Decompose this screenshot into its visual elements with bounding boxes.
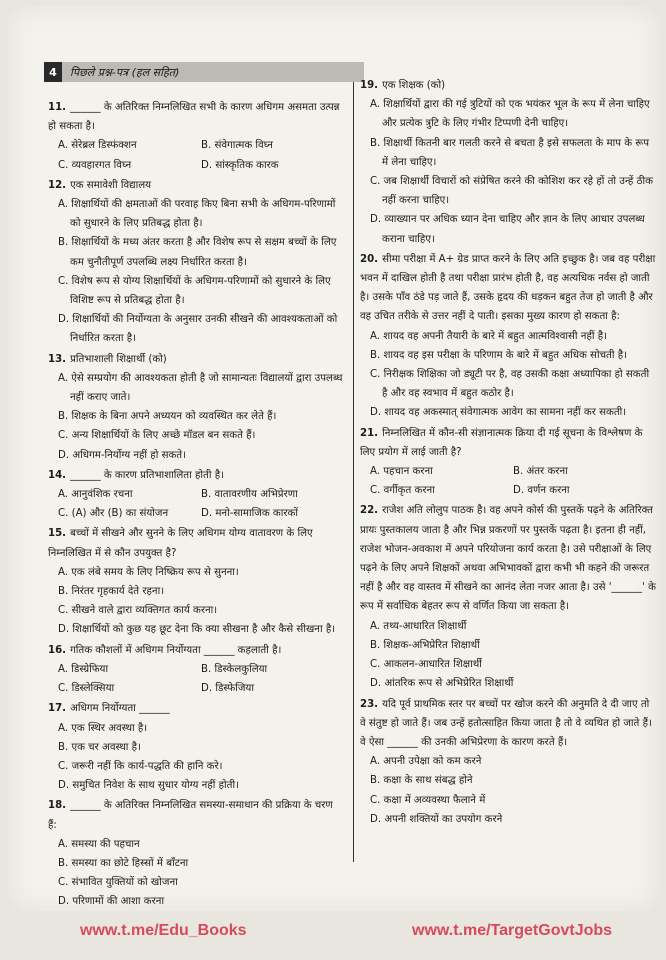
answer-option: D. परिणामों की आशा करना <box>58 896 165 908</box>
question <box>48 350 344 465</box>
question-stem: निम्नलिखित में कौन-सी संज्ञानात्मक क्रिया दी गई सूचना के विश्लेषण के लिए प्रयोग में लाई जाती है? <box>360 427 643 458</box>
question <box>48 641 344 699</box>
answer-option: C. व्यवहारगत विघ्न <box>58 159 132 171</box>
question-text <box>48 98 344 136</box>
question-text <box>48 641 344 660</box>
question-stem: बच्चों में सीखने और सुनने के लिए अधिगम योग्य वातावरण के लिए निम्नलिखित में से कौन उपयुक्त है? <box>48 528 313 559</box>
question-number: 14. <box>48 469 67 481</box>
question <box>48 466 344 524</box>
answer-option: A. ऐसे सम्प्रयोग की आवश्यकता होती है जो सामान्यतः विद्यालयों द्वारा उपलब्ध नहीं कराए जाते। <box>58 372 343 404</box>
answer-option: A. शिक्षार्थियों द्वारा की गई त्रुटियों को एक भयंकर भूल के रूप में लेना चाहिए और प्रत्येक त्रुटि के लिए गंभीर टिप्पणी देनी चाहिए। <box>370 99 650 130</box>
answer-option: D. शायद वह अकस्मात् संवेगात्मक आवेग का सामना नहीं कर सकती। <box>370 407 627 419</box>
answer-option: A. आनुवंशिक रचना <box>58 489 133 501</box>
question <box>360 250 656 423</box>
answer-option: D. वर्णन करना <box>513 485 570 497</box>
question <box>48 796 344 911</box>
answer-option: A. डिस्ग्रेफिया <box>58 663 109 675</box>
page-header <box>44 62 364 82</box>
question-stem: सीमा परीक्षा में A+ ग्रेड प्राप्त करने के लिए अति इच्छुक है। जब वह परीक्षा भवन में दाखिल होती है तथा परीक्षा प्रारंभ होती है, वह अत्यधिक नर्वस हो जाती है। उसके पाँव ठंडे पड़ जाते हैं, उसके हृदय की धड़कन बहुत तेज हो जाती है और वह उचित तरीके से उत्तर नहीं दे पाती। इसका मुख्य कारण हो सकता है: <box>360 253 656 323</box>
answer-option: B. एक चर अवस्था है। <box>58 741 141 753</box>
question-stem: ______ के अतिरिक्त निम्नलिखित समस्या-समाधान की प्रक्रिया के चरण हैं: <box>48 800 333 831</box>
answer-option: D. व्याख्यान पर अधिक ध्यान देना चाहिए और ज्ञान के लिए आधार उपलब्ध कराना चाहिए। <box>370 214 645 245</box>
question-number: 12. <box>48 179 67 191</box>
question-stem: यदि पूर्व प्राथमिक स्तर पर बच्चों पर खोज करने की अनुमति दे दी जाए तो वे संतुष्ट हो जाते हैं। जब उन्हें हतोत्साहित किया जाता है तो वे व्यथित हो जाते हैं। वे ऐसा ______ की उनकी अभिप्रेरणा के कारण करते हैं। <box>360 698 652 748</box>
question-text <box>48 796 344 834</box>
question-stem: गतिक कौशलों में अधिगम निर्योग्यता ______ कहलाती है। <box>70 644 282 656</box>
answer-option: D. शिक्षार्थियों की निर्योग्यता के अनुसार उनकी सीखने की आवश्यकताओं को निर्धारित करता है। <box>58 314 338 345</box>
answer-option: C. (A) और (B) का संयोजन <box>58 508 169 520</box>
question-number: 15. <box>48 528 67 540</box>
answer-option: D. मनो-सामाजिक कारकों <box>201 508 298 520</box>
answer-option: C. संभावित युक्तियों को खोजना <box>58 877 178 889</box>
options-grid <box>48 136 344 174</box>
question-text <box>48 350 344 369</box>
options-grid <box>48 660 344 698</box>
answer-option: C. विशेष रूप से योग्य शिक्षार्थियों के अधिगम-परिणामों को सुधारने के लिए विशिष्ट रूप से प्रतिबद्ध होता है। <box>58 275 331 307</box>
column-divider <box>353 82 354 862</box>
question-stem: एक समावेशी विद्यालय <box>70 179 152 191</box>
answer-option: D. समुचित निवेश के साथ सुधार योग्य नहीं होती। <box>58 780 239 792</box>
answer-option: D. आंतरिक रूप से अभिप्रेरित शिक्षार्थी <box>370 678 514 690</box>
question <box>48 524 344 639</box>
question-stem: ______ के अतिरिक्त निम्नलिखित सभी के कारण अधिगम असमता उत्पन्न हो सकता है। <box>48 102 340 133</box>
footer <box>0 918 666 948</box>
question-text <box>48 176 344 195</box>
answer-option: A. तथ्य-आधारित शिक्षार्थी <box>370 620 467 632</box>
answer-option: B. समस्या का छोटे हिस्सों में बाँटना <box>58 857 189 869</box>
question-stem: राजेश अति लोलुप पाठक है। वह अपने कोर्स की पुस्तकें पढ़ने के अतिरिक्त प्रायः पुस्तकालय जाता है और भिन्न प्रकरणों पर पुस्तकें पढ़ता है। इतना ही नहीं, राजेश भोजन-अवकाश में अपने परियोजना कार्य करता है। उसे परीक्षाओं के लिए पढ़ने के लिए अपने शिक्षकों अथवा अभिभावकों द्वारा कभी भी कहने की जरूरत नहीं है और वह वास्तव में सीखने का आनंद लेता नजर आता है। उसे '______' के रूप में सर्वाधिक बेहतर रूप से वर्णित किया जा सकता है। <box>360 505 656 613</box>
answer-option: C. निरीक्षक शिक्षिका जो ड्यूटी पर है, वह उसकी कक्षा अध्यापिका हो सकती है और वह स्वभाव में बहुत कठोर है। <box>370 369 650 400</box>
answer-option: B. कक्षा के साथ संबद्ध होने <box>370 775 473 787</box>
answer-option: A. शायद वह अपनी तैयारी के बारे में बहुत आत्मविश्वासी नहीं है। <box>370 330 607 342</box>
question-text <box>360 695 656 753</box>
question-stem: प्रतिभाशाली शिक्षार्थी (को) <box>70 353 167 365</box>
question <box>360 76 656 249</box>
question-number: 11. <box>48 102 67 113</box>
answer-option: C. जरूरी नहीं कि कार्य-पद्धति की हानि करे। <box>58 760 223 772</box>
answer-option: C. कक्षा में अव्यवस्था फैलाने में <box>370 794 486 806</box>
answer-option: D. सांस्कृतिक कारक <box>201 159 279 171</box>
answer-option: B. शिक्षार्थियों के मध्य अंतर करता है और विशेष रूप से सक्षम बच्चों के लिए कम चुनौतीपूर्ण उपलब्धि लक्ष्य निर्धारित करता है। <box>58 237 337 268</box>
answer-option: B. डिस्केलकुलिया <box>201 663 268 675</box>
question-number: 22. <box>360 505 379 517</box>
question-text <box>360 76 656 95</box>
question-number: 16. <box>48 644 67 656</box>
answer-option: A. शिक्षार्थियों की क्षमताओं की परवाह किए बिना सभी के अधिगम-परिणामों को सुधारने के लिए प्रतिबद्ध होता है। <box>58 199 336 230</box>
answer-option: C. अन्य शिक्षार्थियों के लिए अच्छे मॉडल बन सकते हैं। <box>58 430 256 442</box>
question-text <box>360 250 656 327</box>
question-text <box>360 424 656 462</box>
answer-option: D. शिक्षार्थियों को कुछ यह छूट देना कि क्या सीखना है और कैसे सीखना है। <box>58 624 336 636</box>
answer-option: C. डिस्लेक्सिया <box>58 683 115 695</box>
question <box>360 501 656 693</box>
question <box>48 98 344 175</box>
options-grid <box>48 485 344 523</box>
header-title: पिछले प्रश्न-पत्र (हल सहित) <box>70 65 180 79</box>
question-number: 21. <box>360 427 379 439</box>
question-number: 19. <box>360 80 379 91</box>
answer-option: B. शिक्षक के बिना अपने अध्ययन को व्यवस्थित कर लेते हैं। <box>58 411 277 423</box>
answer-option: C. सीखने वाले द्वारा व्यक्तिगत कार्य करना। <box>58 605 218 617</box>
left-column <box>48 98 344 911</box>
question <box>360 695 656 829</box>
right-column <box>360 76 656 830</box>
question-number: 13. <box>48 353 67 365</box>
question-number: 23. <box>360 698 379 710</box>
question-text <box>360 501 656 616</box>
page-number: 4 <box>44 62 62 82</box>
footer-link-left[interactable]: www.t.me/Edu_Books <box>80 922 247 939</box>
footer-link-right[interactable]: www.t.me/TargetGovtJobs <box>412 922 613 939</box>
answer-option: B. शायद वह इस परीक्षा के परिणाम के बारे में बहुत अधिक सोचती है। <box>370 349 628 361</box>
question-number: 18. <box>48 800 67 812</box>
answer-option: B. शिक्षार्थी कितनी बार गलती करने से बचता है इसे सफलता के माप के रूप में लेना चाहिए। <box>370 137 650 168</box>
question <box>48 699 344 795</box>
question-number: 17. <box>48 703 67 715</box>
answer-option: C. आकलन-आधारित शिक्षार्थी <box>370 659 482 671</box>
answer-option: A. अपनी उपेक्षा को कम करने <box>370 756 482 768</box>
answer-option: A. पहचान करना <box>370 466 433 478</box>
answer-option: A. सेरेब्रल डिस्फंक्शन <box>58 140 137 152</box>
question <box>360 424 656 501</box>
answer-option: C. जब शिक्षार्थी विचारों को संप्रेषित करने की कोशिश कर रहे हों तो उन्हें ठीक नहीं करना चाहिए। <box>370 176 653 207</box>
answer-option: D. अपनी शक्तियों का उपयोग करने <box>370 813 503 825</box>
answer-option: B. वातावरणीय अभिप्रेरणा <box>201 489 298 501</box>
answer-option: A. समस्या की पहचान <box>58 838 140 850</box>
question-text <box>48 466 344 485</box>
question-text <box>48 699 344 718</box>
question-stem: अधिगम निर्योग्यता ______ <box>70 703 170 715</box>
document-page <box>8 6 660 911</box>
answer-option: C. वर्गीकृत करना <box>370 485 435 497</box>
answer-option: B. शिक्षक-अभिप्रेरित शिक्षार्थी <box>370 639 480 651</box>
question <box>48 176 344 349</box>
question-stem: एक शिक्षक (को) <box>382 80 446 91</box>
question-text <box>48 524 344 562</box>
answer-option: A. एक लंबे समय के लिए निष्क्रिय रूप से सुनना। <box>58 566 239 578</box>
answer-option: B. अंतर करना <box>513 466 568 478</box>
answer-option: D. डिस्फेजिया <box>201 683 254 695</box>
options-grid <box>360 462 656 500</box>
question-stem: ______ के कारण प्रतिभाशालिता होती है। <box>70 469 224 481</box>
answer-option: B. संवेगात्मक विघ्न <box>201 140 273 152</box>
question-number: 20. <box>360 253 379 265</box>
answer-option: B. निरंतर गृहकार्य देते रहना। <box>58 586 165 598</box>
answer-option: A. एक स्थिर अवस्था है। <box>58 722 148 734</box>
answer-option: D. अधिगम-निर्योग्य नहीं हो सकते। <box>58 449 186 461</box>
